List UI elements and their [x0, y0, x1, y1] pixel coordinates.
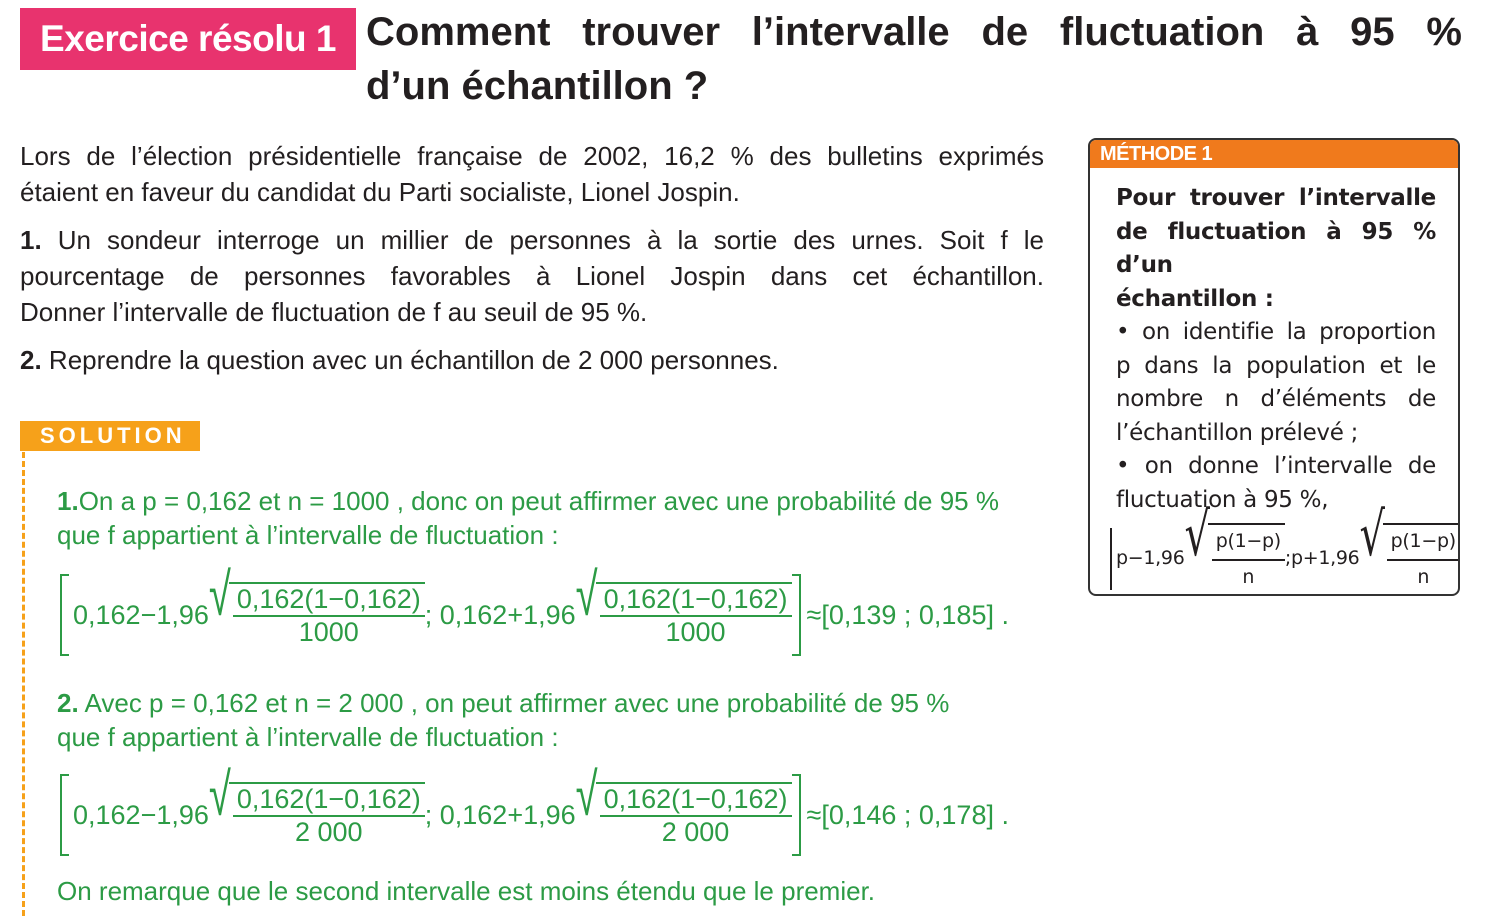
- method-line: p dans la population et le: [1116, 352, 1436, 379]
- formula-1: [60, 562, 1009, 656]
- fraction-numerator: p(1−p): [1212, 525, 1285, 561]
- fraction-denominator: n: [1417, 565, 1430, 588]
- formula-left: 0,162−1,96: [73, 799, 209, 830]
- formula-separator: ;: [1284, 546, 1291, 569]
- solution-conclusion: On remarque que le second intervalle est moins étendu que le premier.: [57, 876, 876, 906]
- intro-line: Lors de l’élection présidentielle française de 2002, 16,2 % des bulletins exprimés: [20, 141, 1044, 171]
- fraction-numerator: 0,162(1−0,162): [233, 784, 425, 817]
- title-word: l’intervalle: [751, 10, 950, 54]
- title-word: à: [1296, 10, 1319, 54]
- method-formula: [1110, 500, 1456, 594]
- question-number: 1.: [20, 225, 42, 255]
- method-heading: de fluctuation à 95 % d’un: [1116, 218, 1436, 278]
- formula-result: ≈[0,146 ; 0,178] .: [806, 799, 1009, 830]
- question-line: Reprendre la question avec un échantillon de 2 000 personnes.: [48, 345, 779, 375]
- fraction-numerator: 0,162(1−0,162): [600, 584, 792, 617]
- question-1: [20, 222, 1044, 330]
- title-word: de: [981, 10, 1029, 54]
- exercise-badge: Exercice résolu 1: [20, 8, 356, 70]
- fraction-numerator: p(1−p): [1387, 525, 1460, 561]
- sqrt: √ $\frac{0,162(1-0,162)}{1000}$: [576, 582, 792, 648]
- title-word: fluctuation: [1059, 10, 1265, 54]
- exercise-title-line2: d’un échantillon ?: [366, 64, 709, 108]
- method-box: [1088, 138, 1460, 596]
- question-line: Donner l’intervalle de fluctuation de f au seuil de 95 %.: [20, 297, 648, 327]
- formula-2: [60, 762, 1009, 856]
- sqrt: √ $\frac{0,162(1-0,162)}{2 000}$: [576, 782, 792, 848]
- formula-middle: ; 0,162+1,96: [424, 599, 576, 630]
- sqrt: √ $\frac{0,162(1-0,162)}{1000}$: [209, 582, 425, 648]
- method-line: fluctuation à 95 %,: [1116, 486, 1329, 513]
- formula-middle: ; 0,162+1,96: [424, 799, 576, 830]
- title-word: 95: [1350, 10, 1395, 54]
- fraction-denominator: 2 000: [295, 817, 363, 847]
- left-bracket: [60, 574, 69, 656]
- title-word: trouver: [582, 10, 721, 54]
- question-line: pourcentage de personnes favorables à Lionel Jospin dans cet échantillon.: [20, 261, 1044, 291]
- solution-line: que f appartient à l’intervalle de fluctuation :: [57, 520, 559, 550]
- sqrt: √ $\frac{p(1-p)}{n}$: [1185, 523, 1285, 594]
- method-tag: MÉTHODE 1: [1090, 140, 1458, 168]
- solution-number: 2.: [57, 688, 79, 718]
- formula-left: 0,162−1,96: [73, 599, 209, 630]
- method-heading: Pour trouver l’intervalle: [1116, 185, 1436, 211]
- method-heading: échantillon :: [1116, 285, 1274, 312]
- right-bracket: [792, 774, 801, 856]
- fraction-denominator: 1000: [665, 617, 726, 647]
- fraction-denominator: 1000: [298, 617, 359, 647]
- question-line: Un sondeur interroge un millier de personnes à la sortie des urnes. Soit f le: [57, 225, 1044, 255]
- method-line: • on donne l’intervalle de: [1116, 453, 1436, 479]
- method-line: nombre n d’éléments de: [1116, 386, 1436, 412]
- solution-line: Avec p = 0,162 et n = 2 000 , on peut affirmer avec une probabilité de 95 %: [84, 688, 950, 718]
- solution-line: On a p = 0,162 et n = 1000 , donc on peut affirmer avec une probabilité de 95 %: [78, 486, 999, 516]
- question-number: 2.: [20, 345, 42, 375]
- method-line: l’échantillon prélevé ;: [1116, 419, 1359, 446]
- formula-left: p−1,96: [1116, 546, 1185, 569]
- fraction-numerator: 0,162(1−0,162): [600, 784, 792, 817]
- sqrt: √ $\frac{0,162(1-0,162)}{2 000}$: [209, 782, 425, 848]
- solution-rule: [22, 452, 25, 916]
- fraction-denominator: n: [1242, 565, 1255, 588]
- statement-intro: [20, 138, 1044, 210]
- method-line: • on identifie la proportion: [1116, 319, 1436, 345]
- title-word: Comment: [366, 10, 551, 54]
- solution-2: [57, 686, 949, 754]
- method-body: [1090, 168, 1458, 594]
- right-bracket: [792, 574, 801, 656]
- exercise-title-line1: [366, 10, 1462, 55]
- solution-tag: SOLUTION: [20, 421, 200, 451]
- left-bracket: [60, 774, 69, 856]
- formula-right: p+1,96: [1290, 546, 1360, 569]
- title-word: %: [1426, 10, 1462, 54]
- formula-result: ≈[0,139 ; 0,185] .: [806, 599, 1009, 630]
- fraction-numerator: 0,162(1−0,162): [233, 584, 425, 617]
- intro-line: étaient en faveur du candidat du Parti socialiste, Lionel Jospin.: [20, 177, 740, 207]
- sqrt: √ $\frac{p(1-p)}{n}$: [1359, 523, 1459, 594]
- fraction-denominator: 2 000: [661, 817, 730, 847]
- solution-line: que f appartient à l’intervalle de fluctuation :: [57, 722, 559, 752]
- solution-1: [57, 484, 999, 552]
- question-2: [20, 342, 1044, 378]
- solution-number: 1.: [57, 486, 79, 516]
